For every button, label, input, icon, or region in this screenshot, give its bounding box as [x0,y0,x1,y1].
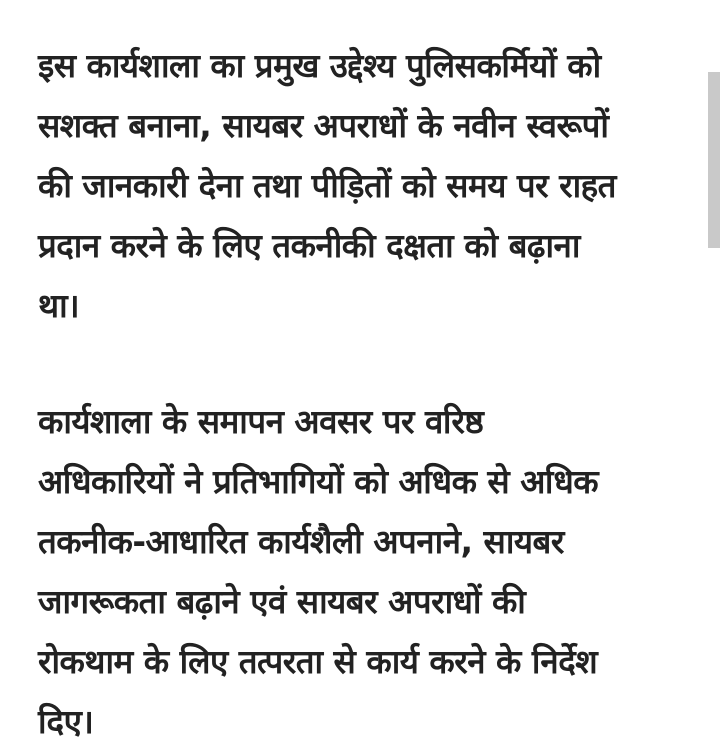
scrollbar-thumb[interactable] [708,72,720,248]
paragraph-line: दिए। [38,702,94,741]
article-paragraph-1 [38,36,688,336]
paragraph-line: जागरूकता बढ़ाने एवं सायबर अपराधों की [38,582,526,621]
paragraph-line: सशक्त बनाना, सायबर अपराधों के नवीन स्वरूपों [38,106,609,145]
article-paragraph-2 [38,392,688,752]
paragraph-line: की जानकारी देना तथा पीड़ितों को समय पर राहत [38,166,616,205]
paragraph-line: अधिकारियों ने प्रतिभागियों को अधिक से अधिक [38,462,599,501]
paragraph-line: प्रदान करने के लिए तकनीकी दक्षता को बढ़ाना [38,226,580,265]
paragraph-line: था। [38,286,80,325]
paragraph-line: रोकथाम के लिए तत्परता से कार्य करने के निर्देश [38,642,598,681]
paragraph-line: तकनीक-आधारित कार्यशैली अपनाने, सायबर [38,522,564,561]
paragraph-line: इस कार्यशाला का प्रमुख उद्देश्य पुलिसकर्मियों को [38,46,601,85]
article-body [38,36,688,752]
paragraph-line: कार्यशाला के समापन अवसर पर वरिष्ठ [38,402,484,441]
